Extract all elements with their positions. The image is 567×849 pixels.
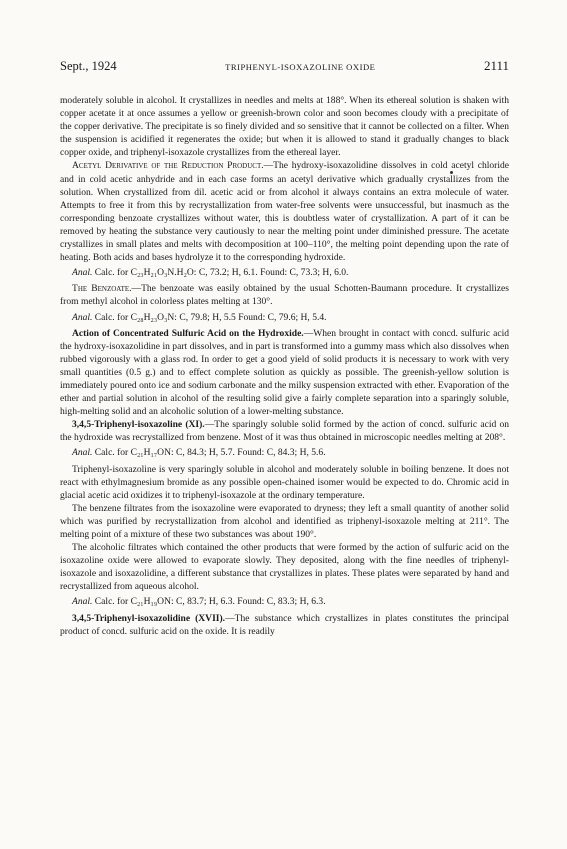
paragraph-solubility: Triphenyl-isoxazoline is very sparingly soluble in alcohol and moderately soluble in boiling benzene. It does not react with ethylmagnesium bromide as any possible open-chained isomer would be expected to do. Chromic acid in glacial acetic acid oxidizes it to triphenyl-isoxazole at the ordinary temperature. — [60, 463, 509, 501]
paragraph-acetyl-body: —The hydroxy-isoxazolidine dissolves in cold acetyl chloride and in cold acetic anhydride and in each case forms an acetyl derivative which gradually crystallizes from the solution. When crystallized from dil. acetic acid or from alcohol it always contains an extra molecule of water. Attempts to free it from this by recrystallization from water-free solvents were unsuccessful, but inasmuch as the corresponding benzoate crystallizes without water, this is doubtless water of crystallization. A part of it can be removed by heating the substance very cautiously to near the melting point under diminished pressure. The acetate crystallizes in small plates and melts with decomposition at 100–110°, the melting point depending upon the rate of heating. Both acids and bases hydrolyze it to the corresponding hydroxide. — [60, 160, 510, 264]
analysis-label: Anal. — [72, 596, 93, 608]
paragraph-alcoholic-filtrates: The alcoholic filtrates which contained the other products that were formed by the action of sulfuric acid on the isoxazoline oxide were allowed to evaporate slowly. They deposited, along with the fine needles of triphenyl-isoxazole and isoxazolidine, a different substance that crystallizes in plates. These plates were separated by hand and recrystallized from aqueous alcohol. — [60, 542, 509, 593]
paragraph-isoxazolidine — [60, 612, 509, 638]
analysis-line-4 — [60, 595, 509, 608]
analysis-text: Calc. for C₂₁H₁₉ON: C, 83.7; H, 6.3. Found: C, 83.3; H, 6.3. — [92, 596, 326, 608]
analysis-line-1 — [60, 266, 509, 279]
analysis-text: Calc. for C₂₈H₂₃O₃N: C, 79.8; H, 5.5 Found: C, 79.6; H, 5.4. — [92, 311, 327, 323]
section-heading-sulfuric: Action of Concentrated Sulfuric Acid on the Hydroxide. — [72, 327, 304, 339]
paragraph-benzoate-body: —The benzoate was easily obtained by the usual Schotten-Baumann procedure. It crystallizes from methyl alcohol in colorless plates melting at 130°. — [60, 283, 509, 308]
body-text — [60, 94, 509, 638]
header-date: Sept., 1924 — [60, 59, 117, 73]
analysis-label: Anal. — [72, 311, 93, 323]
analysis-text: Calc. for C₂₁H₁₇ON: C, 84.3; H, 5.7. Found: C, 84.3; H, 5.6. — [92, 447, 326, 459]
analysis-line-3 — [60, 446, 509, 459]
analysis-text: Calc. for C₂₃H₂₁O₃N.H₂O: C, 73.2; H, 6.1. Found: C, 73.3; H, 6.0. — [92, 267, 349, 279]
header-page-number: 2111 — [483, 58, 509, 73]
paragraph-sulfuric-body: —When brought in contact with concd. sulfuric acid the hydroxy-isoxazolidine in part dissolves, and in part is transformed into a gummy mass which also dissolves when rubbed vigorously with a glass rod. In order to get a good yield of solid products it is necessary to work with very small quantities (0.5 g.) and to effect complete solution as quickly as possible. The greenish-yellow solution is immediately poured onto ice and sodium carbonate and the milky suspension extracted with ether. Evaporation of the ether and partial solution in alcohol of the resulting solid give a fairly complete separation into a sparingly soluble, high-melting solid and an alcoholic solution of a lower-melting substance. — [60, 327, 509, 418]
paragraph-sulfuric — [60, 327, 509, 419]
running-head — [60, 58, 509, 74]
analysis-label: Anal. — [72, 447, 93, 459]
section-heading-isoxazolidine: 3,4,5-Triphenyl-isoxazolidine (XVII). — [72, 612, 226, 624]
paragraph-benzoate — [60, 282, 509, 308]
paragraph-benzene-filtrates: The benzene filtrates from the isoxazoline were evaporated to dryness; they left a small quantity of another solid which was purified by recrystallization from alcohol and identified as triphenyl-isoxazole melting at 211°. The melting point of a mixture of these two substances was about 190°. — [60, 502, 509, 540]
paragraph-1: moderately soluble in alcohol. It crystallizes in needles and melts at 188°. When its ethereal solution is shaken with copper acetate it at once assumes a yellow or greenish-brown color and soon becomes cloudy with a precipitate of the copper derivative. The precipitate is so finely divided and so sensitive that it cannot be collected on a filter. When the suspension is acidified it regenerates the oxide; but when it is allowed to stand it gradually changes to black copper oxide, and triphenyl-isoxazole crystallizes from the ethereal layer. — [60, 95, 509, 159]
section-heading-benzoate: The Benzoate. — [72, 283, 132, 295]
paragraph-isoxazoline-body: —The sparingly soluble solid formed by the action of concd. sulfuric acid on the hydroxide was recrystallized from benzene. Most of it was thus obtained in microscopic needles melting at 208°. — [60, 419, 509, 444]
paragraph-isoxazolidine-body: —The substance which crystallizes in plates constitutes the principal product of concd. sulfuric acid on the oxide. It is readily — [60, 612, 509, 637]
section-heading-acetyl: Acetyl Derivative of the Reduction Product. — [72, 160, 264, 172]
header-title: TRIPHENYL-ISOXAZOLINE OXIDE — [225, 62, 376, 72]
analysis-line-2 — [60, 311, 509, 324]
section-heading-isoxazoline: 3,4,5-Triphenyl-isoxazoline (XI). — [72, 419, 205, 431]
stray-dot-mark — [450, 171, 453, 174]
paragraph-acetyl — [60, 159, 509, 264]
analysis-label: Anal. — [72, 267, 93, 279]
paragraph-isoxazoline — [60, 418, 509, 444]
